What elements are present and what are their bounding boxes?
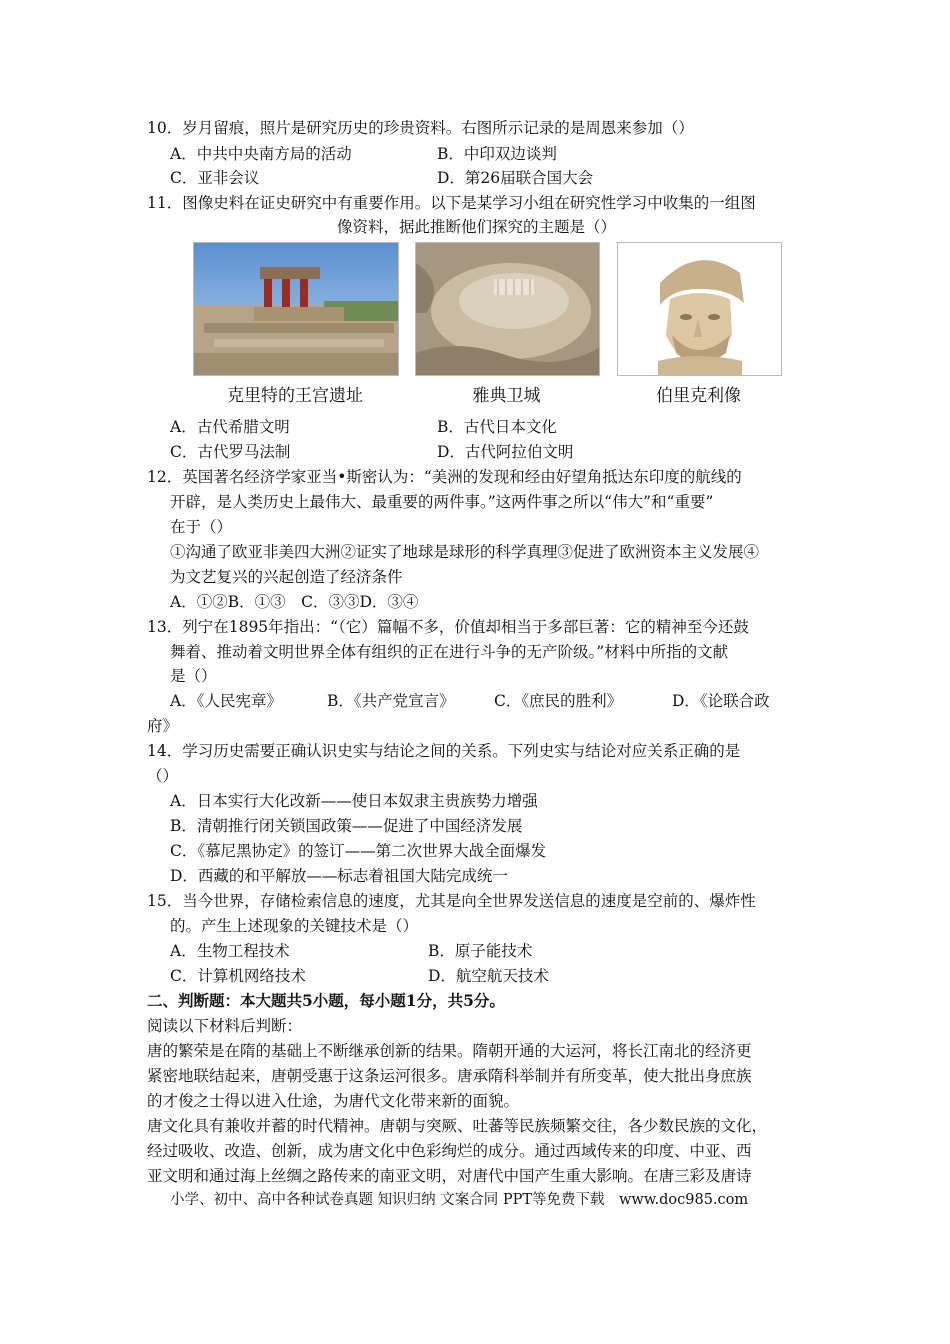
q11-stem-line1: 11．图像史料在证史研究中有重要作用。以下是某学习小组在研究性学习中收集的一组图 [147,194,756,212]
q11-option-d: D．古代阿拉伯文明 [437,443,574,461]
palace-ruins-image [193,242,399,376]
pericles-bust-image [617,242,782,376]
q10-option-c: C．亚非会议 [170,169,260,187]
palace-ruins-caption: 克里特的王宫遗址 [227,386,363,406]
q14-stem-line1: 14．学习历史需要正确认识史实与结论之间的关系。下列史实与结论对应关系正确的是 [147,742,741,760]
q15-stem-line2: 的。产生上述现象的关键技术是（） [170,917,419,935]
q15-option-b: B．原子能技术 [428,942,533,960]
q15-option-d: D．航空航天技术 [428,967,549,985]
page-footer: 小学、初中、高中各种试卷真题 知识归纳 文案合同 PPT等免费下载 www.doc985.com [170,1192,749,1208]
q13-line3: 是（） [170,667,217,685]
q12-line3: 在于（） [170,518,233,536]
material-line5: 经过吸收、改造、创新，成为唐文化中色彩绚烂的成分。通过西域传来的印度、中亚、西 [147,1142,752,1160]
q12-line4: ①沟通了欧亚非美四大洲②证实了地球是球形的科学真理③促进了欧洲资本主义发展④ [170,543,760,561]
q11-option-c: C．古代罗马法制 [170,443,291,461]
material-line1: 唐的繁荣是在隋的基础上不断继承创新的结果。隋朝开通的大运河，将长江南北的经济更 [147,1042,752,1060]
q14-option-d: D．西藏的和平解放——标志着祖国大陆完成统一 [170,867,508,885]
q12-line1: 12．英国著名经济学家亚当•斯密认为：“美洲的发现和经由好望角抵达东印度的航线的 [147,468,742,486]
acropolis-image [415,242,600,376]
q12-line5: 为文艺复兴的兴起创造了经济条件 [170,568,403,586]
q11-stem-line2: 像资料，据此推断他们探究的主题是（） [337,218,617,236]
q10-option-b: B．中印双边谈判 [437,145,557,163]
q12-options: A．①②B．①③ C．③③D．③④ [170,593,419,611]
q13-option-d: D．《论联合政 [672,692,770,710]
q10-option-a: A．中共中央南方局的活动 [170,145,352,163]
q11-option-a: A．古代希腊文明 [170,418,290,436]
q15-stem-line1: 15．当今世界，存储检索信息的速度，尤其是向全世界发送信息的速度是空前的、爆炸性 [147,892,756,910]
q13-option-a: A．《人民宪章》 [170,692,282,710]
q14-stem-line2: （） [147,767,179,785]
q15-option-a: A．生物工程技术 [170,942,290,960]
q15-option-c: C．计算机网络技术 [170,967,306,985]
q11-option-b: B．古代日本文化 [437,418,557,436]
material-line4: 唐文化具有兼收并蓄的时代精神。唐朝与突厥、吐蕃等民族频繁交往，各少数民族的文化， [147,1117,768,1135]
material-line2: 紧密地联结起来，唐朝受惠于这条运河很多。唐承隋科举制并有所变革，使大批出身庶族 [147,1067,752,1085]
section2-intro: 阅读以下材料后判断： [147,1017,303,1035]
material-line3: 的才俊之士得以进入仕途，为唐代文化带来新的面貌。 [147,1092,520,1110]
q10-option-d: D．第26届联合国大会 [437,169,594,187]
acropolis-caption: 雅典卫城 [472,386,541,406]
q13-line1: 13．列宁在1895年指出：“（它）篇幅不多，价值却相当于多部巨著：它的精神至今还鼓 [147,618,749,636]
q13-line2: 舞着、推动着文明世界全体有组织的正在进行斗争的无产阶级。”材料中所指的文献 [170,643,729,661]
q13-option-d-wrap: 府》 [147,717,179,735]
q14-option-b: B．清朝推行闭关锁国政策——促进了中国经济发展 [170,817,523,835]
pericles-caption: 伯里克利像 [656,386,741,406]
section2-heading: 二、判断题：本大题共5小题，每小题1分，共5分。 [147,991,505,1010]
q13-option-b: B．《共产党宣言》 [327,692,455,710]
q13-option-c: C．《庶民的胜利》 [494,692,623,710]
material-line6: 亚文明和通过海上丝绸之路传来的南亚文明，对唐代中国产生重大影响。在唐三彩及唐诗 [147,1167,752,1185]
q12-line2: 开辟，是人类历史上最伟大、最重要的两件事。”这两件事之所以“伟大”和“重要” [170,493,714,511]
q14-option-c: C．《慕尼黑协定》的签订——第二次世界大战全面爆发 [170,842,547,860]
q10-stem: 10．岁月留痕，照片是研究历史的珍贵资料。右图所示记录的是周恩来参加（） [147,119,694,137]
q14-option-a: A．日本实行大化改新——使日本奴隶主贵族势力增强 [170,792,538,810]
